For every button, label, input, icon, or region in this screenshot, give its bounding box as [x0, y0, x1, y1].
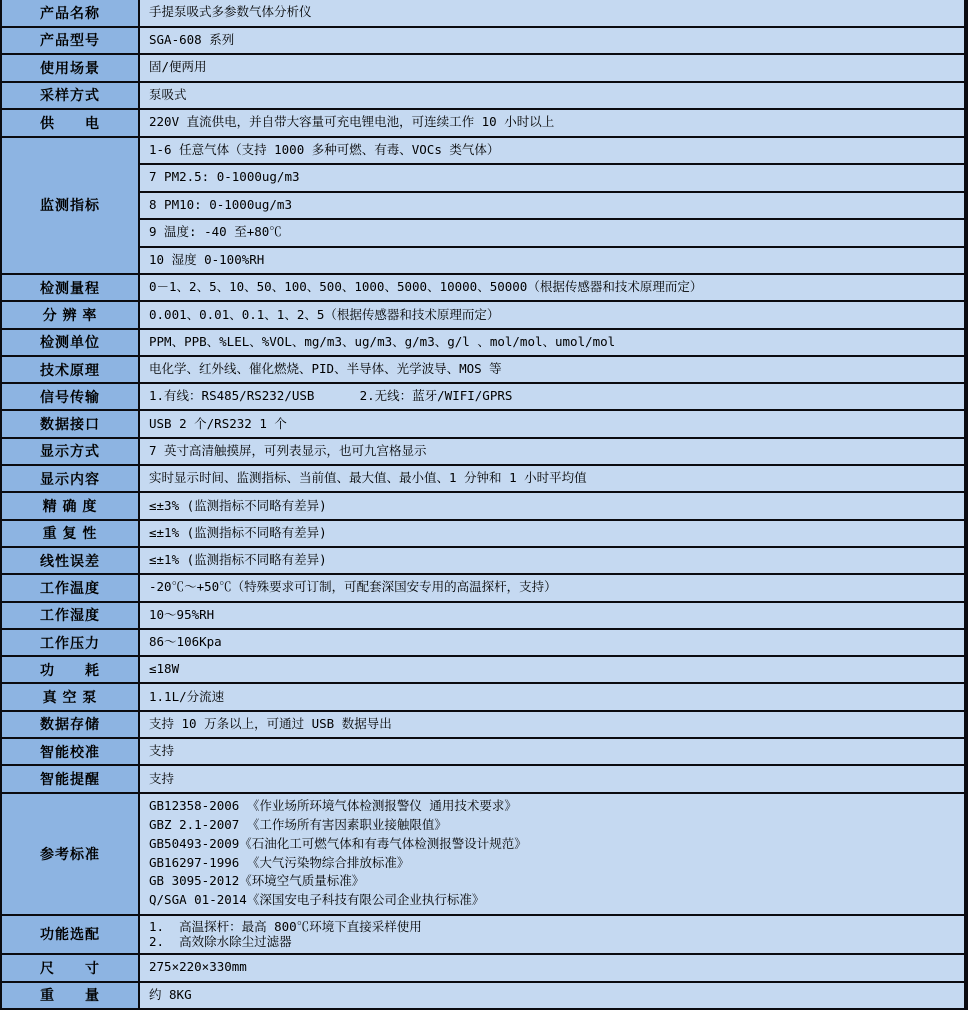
table-row — [2, 466, 964, 493]
spec-label: 技术原理 — [2, 357, 140, 382]
spec-label: 智能校准 — [2, 739, 140, 764]
spec-label: 线性误差 — [2, 548, 140, 573]
spec-value-cell — [140, 684, 964, 709]
spec-value: ≤±1% (监测指标不同略有差异) — [149, 552, 327, 568]
table-row — [2, 521, 964, 548]
table-row — [2, 411, 964, 438]
table-row — [2, 439, 964, 466]
table-row — [2, 357, 964, 384]
spec-value: SGA-608 系列 — [149, 31, 235, 47]
table-row — [2, 83, 964, 111]
spec-value-cell — [140, 983, 964, 1008]
spec-value-cell — [140, 657, 964, 682]
spec-label: 显示方式 — [2, 439, 140, 464]
spec-label: 尺 寸 — [2, 955, 140, 980]
spec-label: 智能提醒 — [2, 766, 140, 791]
spec-label: 产品名称 — [2, 0, 140, 26]
spec-value: 实时显示时间、监测指标、当前值、最大值、最小值、1 分钟和 1 小时平均值 — [149, 470, 587, 486]
spec-value: 手提泵吸式多参数气体分析仪 — [149, 4, 312, 20]
spec-value-cell — [140, 766, 964, 791]
spec-value-cell — [140, 275, 964, 300]
spec-value: 7 PM2.5: 0-1000ug/m3 — [140, 165, 964, 193]
spec-value: 86～106Kpa — [149, 634, 222, 650]
spec-value-cell — [140, 794, 964, 914]
spec-label: 真 空 泵 — [2, 684, 140, 709]
table-row — [2, 0, 964, 28]
spec-value-cell — [140, 439, 964, 464]
spec-value: 10～95%RH — [149, 606, 215, 622]
spec-label: 数据存储 — [2, 712, 140, 737]
spec-value-cell — [140, 55, 964, 81]
spec-value: 1.1L/分流速 — [149, 688, 225, 704]
spec-value-cell — [140, 384, 964, 409]
table-row — [2, 275, 964, 302]
spec-value: 0.001、0.01、0.1、1、2、5（根据传感器和技术原理而定） — [149, 306, 500, 322]
table-row — [2, 302, 964, 329]
table-row — [2, 712, 964, 739]
spec-value: 固/便两用 — [149, 59, 207, 75]
spec-value: GBZ 2.1-2007 《工作场所有害因素职业接触限值》 — [149, 817, 447, 833]
spec-value-cell — [140, 110, 964, 136]
spec-value: GB12358-2006 《作业场所环境气体检测报警仪 通用技术要求》 — [149, 798, 517, 814]
spec-value: GB16297-1996 《大气污染物综合排放标准》 — [149, 854, 410, 870]
spec-value: ≤±1% (监测指标不同略有差异) — [149, 524, 327, 540]
spec-value-cell — [140, 357, 964, 382]
spec-label: 供 电 — [2, 110, 140, 136]
spec-label: 工作湿度 — [2, 603, 140, 628]
spec-label: 信号传输 — [2, 384, 140, 409]
spec-value: PPM、PPB、%LEL、%VOL、mg/m3、ug/m3、g/m3、g/l 、mol/mol、umol/mol — [149, 333, 616, 349]
spec-value-cell — [140, 712, 964, 737]
spec-label: 工作温度 — [2, 575, 140, 600]
table-row — [2, 983, 964, 1010]
spec-value: 泵吸式 — [149, 86, 187, 102]
table-row — [2, 657, 964, 684]
spec-label: 工作压力 — [2, 630, 140, 655]
spec-value: 支持 — [149, 743, 175, 759]
spec-value-cell — [140, 411, 964, 436]
spec-value-cell — [140, 955, 964, 980]
spec-label: 数据接口 — [2, 411, 140, 436]
table-row — [2, 916, 964, 956]
table-row — [2, 55, 964, 83]
spec-value: 9 温度: -40 至+80℃ — [140, 220, 964, 248]
spec-label: 显示内容 — [2, 466, 140, 491]
spec-value: 7 英寸高清触摸屏，可列表显示，也可九宫格显示 — [149, 442, 427, 458]
spec-label: 分 辨 率 — [2, 302, 140, 327]
table-row — [2, 548, 964, 575]
spec-value-cell — [140, 739, 964, 764]
spec-label: 使用场景 — [2, 55, 140, 81]
spec-value: 220V 直流供电，并自带大容量可充电锂电池，可连续工作 10 小时以上 — [149, 114, 555, 130]
spec-label: 检测单位 — [2, 330, 140, 355]
spec-value-cell — [140, 521, 964, 546]
spec-label: 功 耗 — [2, 657, 140, 682]
spec-value-cell — [140, 330, 964, 355]
table-row — [2, 138, 964, 276]
table-row — [2, 684, 964, 711]
spec-value: ≤18W — [149, 661, 180, 677]
table-row — [2, 739, 964, 766]
table-row — [2, 794, 964, 916]
table-row — [2, 330, 964, 357]
spec-value: 10 湿度 0-100%RH — [149, 251, 265, 267]
spec-value-cell — [140, 630, 964, 655]
spec-value: ≤±3% (监测指标不同略有差异) — [149, 497, 327, 513]
spec-label: 重 量 — [2, 983, 140, 1008]
spec-value: GB50493-2009《石油化工可燃气体和有毒气体检测报警设计规范》 — [149, 835, 527, 851]
table-row — [2, 493, 964, 520]
spec-label: 参考标准 — [2, 794, 140, 914]
table-row — [2, 955, 964, 982]
spec-value: 0－1、2、5、10、50、100、500、1000、5000、10000、50000（根据传感器和技术原理而定） — [149, 279, 703, 295]
spec-value: 电化学、红外线、催化燃烧、PID、半导体、光学波导、MOS 等 — [149, 361, 502, 377]
table-row — [2, 384, 964, 411]
spec-value-cell — [140, 138, 964, 274]
spec-value-cell — [140, 83, 964, 109]
spec-value-cell — [140, 603, 964, 628]
spec-label: 采样方式 — [2, 83, 140, 109]
spec-value-cell — [140, 28, 964, 54]
spec-label: 监测指标 — [2, 138, 140, 274]
table-row — [2, 575, 964, 602]
spec-value: GB 3095-2012《环境空气质量标准》 — [149, 873, 365, 889]
spec-label: 检测量程 — [2, 275, 140, 300]
table-row — [2, 630, 964, 657]
spec-value: 1. 高温探杆：最高 800℃环境下直接采样使用 — [149, 918, 422, 934]
spec-label: 功能选配 — [2, 916, 140, 954]
spec-value: 支持 10 万条以上，可通过 USB 数据导出 — [149, 715, 392, 731]
spec-value: 8 PM10: 0-1000ug/m3 — [140, 193, 964, 221]
spec-label: 产品型号 — [2, 28, 140, 54]
table-row — [2, 603, 964, 630]
spec-value: 约 8KG — [149, 986, 192, 1002]
spec-value-cell — [140, 548, 964, 573]
spec-label: 重 复 性 — [2, 521, 140, 546]
spec-value-cell — [140, 0, 964, 26]
spec-value: -20℃～+50℃（特殊要求可订制，可配套深国安专用的高温探杆，支持） — [149, 579, 557, 595]
spec-value: 1-6 任意气体（支持 1000 多种可燃、有毒、VOCs 类气体） — [140, 138, 964, 166]
spec-value: Q/SGA 01-2014《深国安电子科技有限公司企业执行标准》 — [149, 891, 485, 907]
spec-value-cell — [140, 466, 964, 491]
table-row — [2, 110, 964, 138]
spec-value: 1.有线：RS485/RS232/USB 2.无线：蓝牙/WIFI/GPRS — [149, 388, 513, 404]
spec-value: 275×220×330mm — [149, 959, 247, 975]
spec-value: USB 2 个/RS232 1 个 — [149, 415, 287, 431]
spec-value-cell — [140, 916, 964, 954]
spec-value-cell — [140, 575, 964, 600]
spec-value: 支持 — [149, 770, 175, 786]
spec-value-cell — [140, 493, 964, 518]
spec-value: 2. 高效除水除尘过滤器 — [149, 934, 292, 950]
table-row — [2, 28, 964, 56]
spec-label: 精 确 度 — [2, 493, 140, 518]
table-row — [2, 766, 964, 793]
spec-value-cell — [140, 302, 964, 327]
